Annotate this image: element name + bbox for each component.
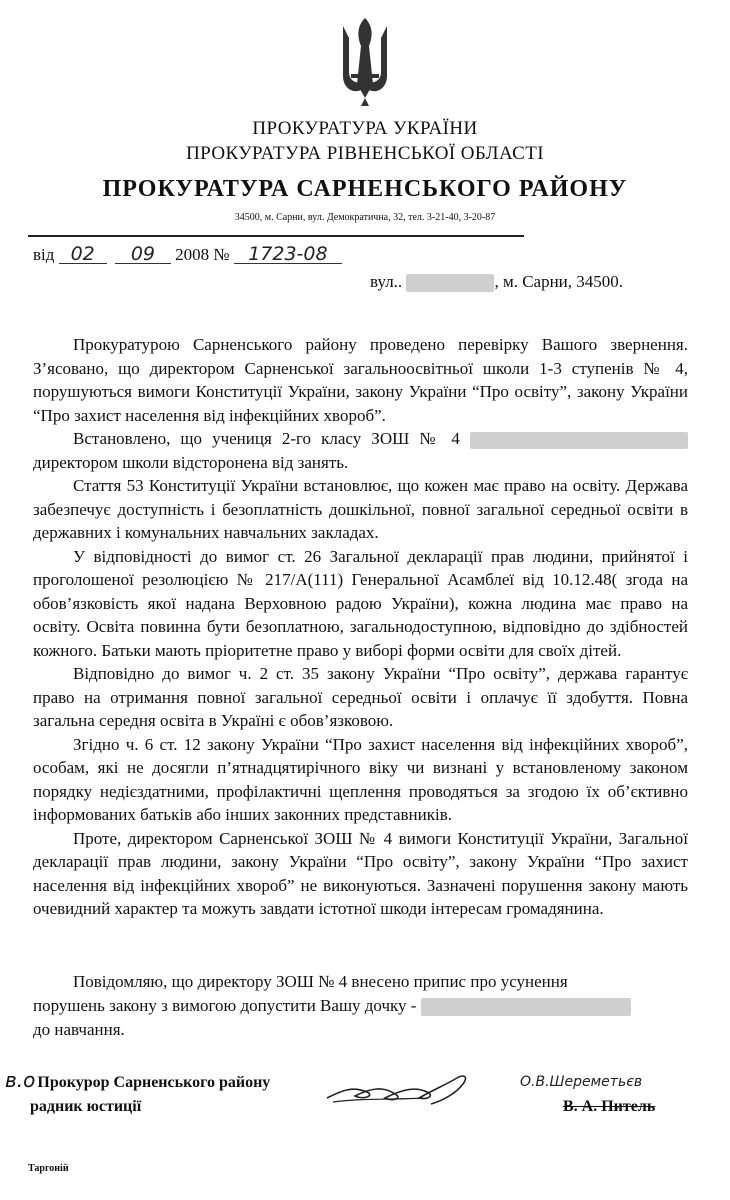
date-year: 2008 (175, 245, 210, 264)
header-divider (28, 235, 524, 237)
paragraph-6: Згідно ч. 6 ст. 12 закону України “Про захист населення від інфекційних хвороб”, особам, які не досягли п’ятнадцятирічного віку чи визнані у встановленому законом порядку недієздатними, профілактичні щеплення проводяться за згодою їх об’єктивно інформованих батьків або інших законних представників. (33, 734, 688, 824)
printed-name-struck: В. А. Питель (563, 1098, 656, 1115)
number-label: № (213, 245, 230, 264)
acting-prefix: в.о (5, 1068, 36, 1092)
org-address: 34500, м. Сарни, вул. Демократична, 32, тел. 3-21-40, 3-20-87 (234, 212, 496, 223)
dateline (33, 245, 342, 265)
street-label: вул.. (370, 272, 403, 291)
recipient-city: , м. Сарни, 34500. (494, 272, 624, 291)
paragraph-4: У відповідності до вимог ст. 26 Загальної декларації прав людини, прийнятої і проголошеної резолюцією № 217/А(111) Генеральної Асамблеї від 10.12.48( згода на обов’язковість якої надана Верховною радою України), кожна людина має право на освіту. Освіта повинна бути безоплатною, загальнодоступною, відповідно до здібностей кожного. Батьки мають пріоритетне право у виборі форми освіти для своїх дітей. (33, 546, 688, 660)
paragraph-3: Стаття 53 Конституції України встановлює, що кожен має право на освіту. Держава забезпечує доступність і безоплатність дошкільної, повної загальної середньої освіти в державних і комунальних навчальних закладах. (33, 476, 688, 542)
org-line-2: ПРОКУРАТУРА РІВНЕНСЬКОЇ ОБЛАСТІ (186, 143, 544, 164)
pupil-name-redaction (470, 432, 688, 449)
notice-line-2: порушень закону з вимогою допустити Вашу дочку - (33, 996, 417, 1015)
letter-body (33, 333, 688, 921)
date-day: 02 (59, 245, 107, 264)
date-month: 09 (115, 245, 171, 264)
handwritten-name: О.В.Шереметьєв (520, 1074, 643, 1090)
paragraph-1: Прокуратурою Сарненського району проведено перевірку Вашого звернення. З’ясовано, що директором Сарненської загальноосвітньої школи 1-3 ступенів № 4, порушуються вимоги Конституції України, закону України “Про освіту”, закону України “Про захист населення від інфекційних хвороб”. (33, 335, 688, 425)
signatory-title (5, 1068, 270, 1119)
paragraph-5: Відповідно до вимог ч. 2 ст. 35 закону України “Про освіту”, держава гарантує право на отримання повної загальної середньої освіти і оплачує її здобуття. Повна загальна середня освіта в Україні є обов’язковою. (33, 664, 688, 730)
recipient-address (370, 272, 623, 292)
street-redaction (406, 274, 494, 292)
handwritten-signature (323, 1068, 473, 1110)
executor-name: Таргоній (28, 1163, 69, 1174)
paragraph-2-end: директором школи відсторонена від занять. (33, 452, 349, 472)
paragraph-2 (33, 427, 688, 474)
notice-line-3: до навчання. (33, 1020, 125, 1039)
org-line-1: ПРОКУРАТУРА УКРАЇНИ (252, 118, 478, 139)
date-prefix: від (33, 245, 55, 264)
coat-of-arms-trident-icon (333, 12, 397, 108)
notice-block (33, 970, 688, 1042)
paragraph-7: Проте, директором Сарненської ЗОШ № 4 вимоги Конституції України, Загальної декларації прав людини, закону України “Про освіту”, закону України “Про захист населення від інфекційних хвороб” не виконуються. Зазначені порушення закону мають очевидний характер та можуть завдати істотної шкоди інтересам громадянина. (33, 828, 688, 918)
notice-line-2-row (33, 994, 688, 1018)
paragraph-2-start: Встановлено, що учениця 2-го класу ЗОШ № 4 (73, 429, 460, 448)
signatory-title-line-2: радник юстиції (30, 1098, 142, 1115)
org-line-3: ПРОКУРАТУРА САРНЕНСЬКОГО РАЙОНУ (102, 176, 628, 202)
notice-line-1: Повідомляю, що директору ЗОШ № 4 внесено припис про усунення (73, 972, 568, 991)
daughter-name-redaction (421, 998, 631, 1016)
document-number: 1723-08 (234, 245, 342, 264)
signatory-title-line-1: Прокурор Сарненського району (37, 1074, 271, 1091)
